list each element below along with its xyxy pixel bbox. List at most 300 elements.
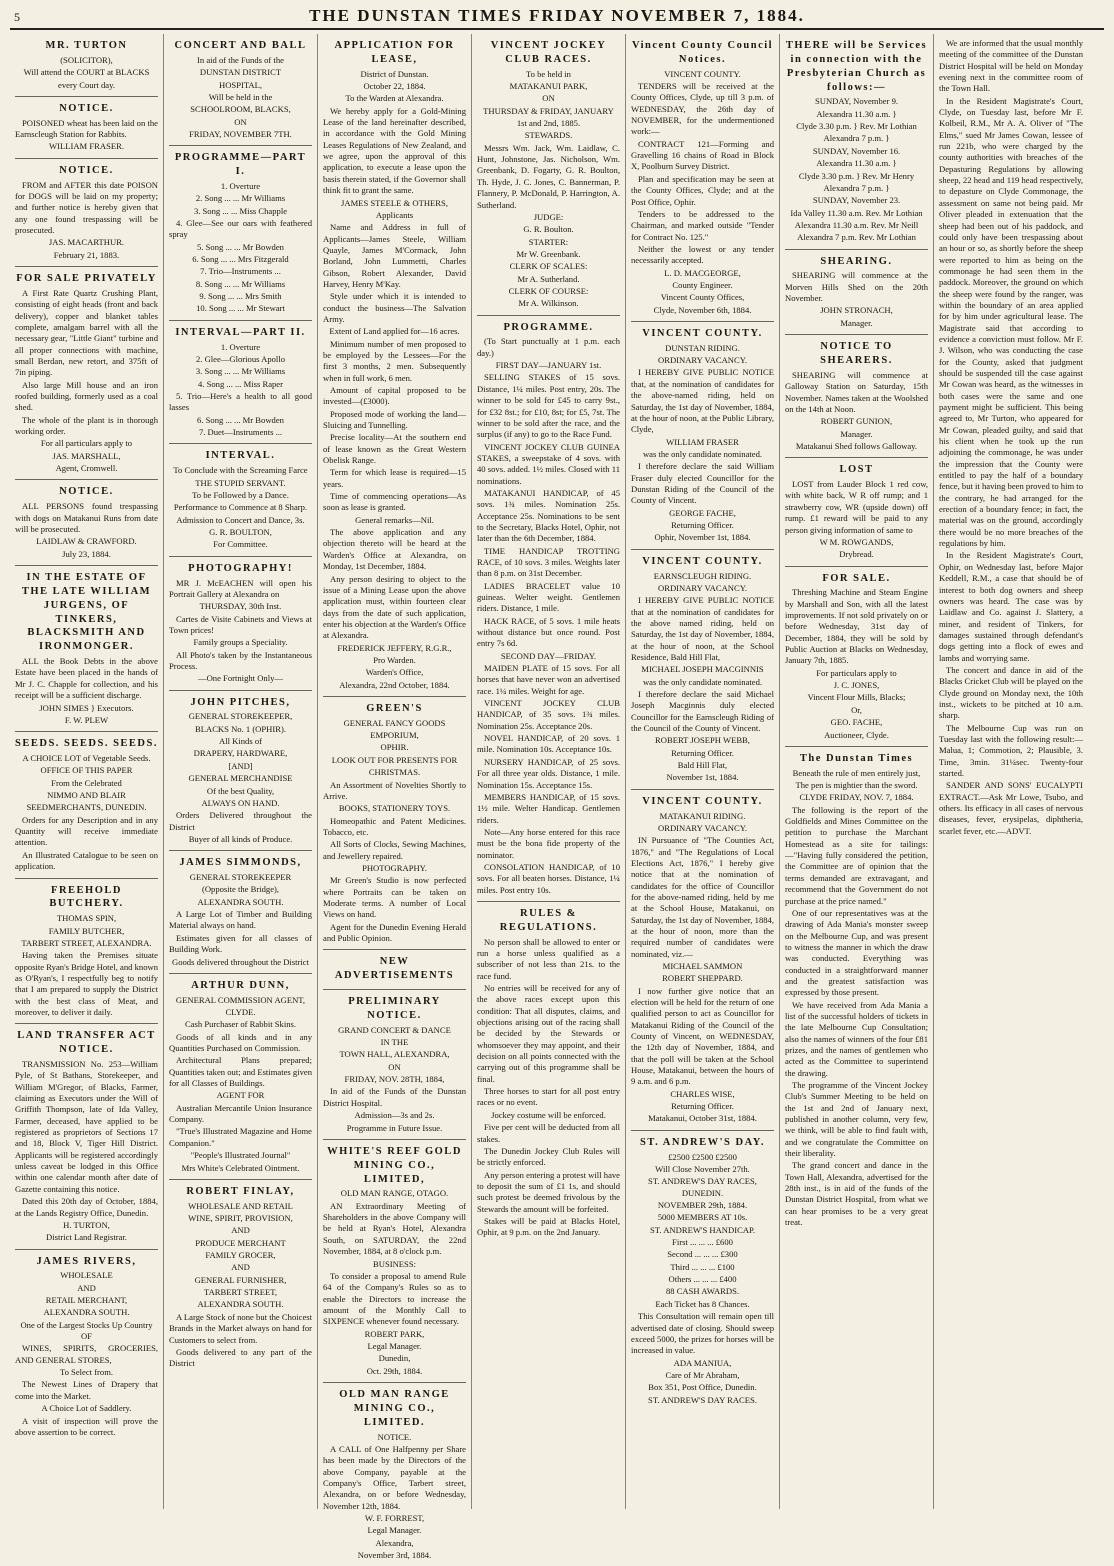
ad-text: GENERAL STOREKEEPER, [188,711,293,722]
ad-text: 1. Overture [220,180,261,191]
ad-text: Clyde 3.30 p.m. } Rev. Mr Henry [798,170,915,181]
ad-text: OLD MAN RANGE, OTAGO. [340,1188,449,1199]
ad-text: AND [231,1262,250,1273]
ad-heading: VINCENT JOCKEY CLUB RACES. [490,40,607,65]
ad-text: Alexandra 7 p.m. Rev. Mr Lothian [797,232,916,243]
ad-text: Estimates given for all classes of Building Work. [169,932,312,955]
ad-text: Plan and specification may be seen at the County Offices, Clyde; and at the Post Office, Ophir. [631,173,774,207]
advertisement [15,1250,158,1444]
ad-text: Beneath the rule of men entirely just, [792,767,921,778]
advertisement [785,458,928,566]
ad-text: OPHIR. [380,742,409,753]
ad-text: Agent, Cromwell. [55,463,118,474]
advertisement [15,480,158,566]
ad-text: G. R. BOULTON, [209,526,272,537]
ad-text: No entries will be received for any of the above races except upon this condition: That all disputes, claims, and objections arising out of the racing shall be decided by the Stewards or whomsoever they may appoint, and their decision on all points connected with the carrying out of this programme shall be final. [477,983,620,1084]
ad-text: (To Start punctually at 1 p.m. each day.) [477,336,620,358]
ad-text: TIME HANDICAP TROTTING RACE, of 10 sovs. 3 miles. Weights later than 8 p.m. on 31st December. [477,545,620,579]
ad-text: Warden's Office, [365,667,424,678]
advertisement [15,566,158,732]
ad-text: TOWN HALL, ALEXANDRA, [339,1049,450,1060]
ad-text: Care of Mr Abraham, [665,1369,740,1380]
ad-text: 2. Glee—Glorious Apollo [195,353,286,364]
ad-heading: NOTICE. [59,164,114,176]
advertisement [323,1140,466,1383]
advertisement [323,34,466,697]
ad-heading: SHEARING. [820,255,893,267]
ad-text: FROM and AFTER this date POISON for DOGS will be laid on my property; and further notice is hereby given that any one found trespassing will be prosecuted. [15,179,158,236]
ad-text: We have received from Ada Mania a list of the successful holders of tickets in the late Melbourne Cup Consultation; also the names of winners of the four £81 prizes, and the names of gentlemen who acted as the Committee to superintend the drawing. [785,999,928,1078]
ad-text: 6. Song ... ... Mr Bowden [197,414,284,425]
ad-text: LAIDLAW & CRAWFORD. [36,536,137,547]
ad-text: 2. Song ... ... Mr Williams [195,193,286,204]
ad-text: was the only candidate nominated. [642,676,763,687]
ad-text: 8. Song ... ... Mr Williams [195,278,286,289]
ad-text: MEMBERS HANDICAP, of 15 sovs. 1½ mile. Welter Handicap. Gentlemen riders. [477,791,620,825]
ad-text: A CHOICE LOT of Vegetable Seeds. [22,753,151,764]
ad-text: 5000 MEMBERS AT 10s. [657,1212,748,1223]
ad-text: Jockey costume will be enforced. [491,1109,606,1120]
ad-text: (Opposite the Bridge), [201,884,280,895]
ad-heading: NOTICE TO SHEARERS. [820,341,893,366]
ad-text: ST. ANDREW'S DAY RACES. [648,1394,757,1405]
ad-heading: PHOTOGRAPHY! [188,562,293,574]
ad-heading: Vincent County Council Notices. [631,40,774,65]
ad-text: Architectural Plans prepared; Quantities taken out; and Estimates given for all Classes of Buildings. [169,1055,312,1089]
ad-text: ALL the Book Debts in the above Estate have been placed in the hands of Mr J. C. Chapple for collection, and his receipt will be a sufficient discharge. [15,656,158,701]
ad-text: ORDINARY VACANCY. [658,822,747,833]
ad-heading: ARTHUR DUNN, [191,979,290,991]
ad-text: The programme of the Vincent Jockey Club's Summer Meeting to be held on the 1st and 2nd of January next, published in another column, very few, we think, will be able to find fault with, and we congratulate the Committee on their liberality. [785,1080,928,1159]
ad-text: ST. ANDREW'S DAY RACES, DUNEDIN. [648,1176,757,1198]
ad-text: Auctioneer, Clyde. [824,729,889,740]
ad-text: (SOLICITOR), [60,54,113,65]
ad-text: A CALL of One Halfpenny per Share has been made by the Directors of the above Company, payable at the Company's Office, Tarbert street, Alexandra, on or before Wednesday, November 12th, 1884. [323,1443,466,1511]
ad-text: Of the best Quality, [206,785,275,796]
advertisement [785,567,928,747]
ad-heading: JAMES RIVERS, [36,1255,137,1267]
ad-text: ALL PERSONS found trespassing with dogs on Matakanui Runs from date will be prosecuted. [15,501,158,534]
ad-text: HOSPITAL, [219,79,262,90]
ad-text: Alexandra, 22nd October, 1884. [339,679,450,690]
ad-text: CHRISTMAS. [368,767,421,778]
ad-text: SECOND DAY—FRIDAY. [500,650,597,661]
ad-text: Any person desiring to object to the issue of a Mining Lease upon the above application must, within fourteen clear days from the date of such application, enter his objection at the Warden's Office at Alexandra. [323,573,466,641]
column-1 [10,34,164,1509]
ad-text: PHOTOGRAPHY. [362,862,427,873]
ad-text: In the Resident Magistrate's Court, Clyde, on Tuesday last, before Mr F. Kolbeil, R.M., Mr A. A. Oliver of "The Elms," sued Mr James Cowan, lessee of run 221b, who were charged by the county authorities with breaches of the Depasturing Regulations by allowing sheep, 22 head and 119 head respectively, to depasture on Clyde Commonage, the assessment on same not being paid. Mr Oliver pleaded in extenuation that the sheep had been out of his paddock, and could only have been trespassing about an hour or so, as shortly before the sheep were reported to him as being on the commonage he had seen them in the paddock. Moreover, the ground on which the sheep were found by the ranger, was within the boundary of an area applied for by him under agricultural lease. The Magistrate said that according to evidence a conviction must follow. Mr F. J. Wilson, who was conducting the case for the County, asked that judgment should be suspended till the case against Mr Cowan was heard, as the witnesses in both cases were the same and one payment might be sufficient. This being agreed to, Mr Turton, who appeared for Mr Cowan, pleaded guilty, and said that his client when he took up the run adjoining the commonage, he was under the impression that the County were entitled to pay the half of a boundary fence, but it having been proved to him to the contrary, he had arranged for the erection of a boundary fence; in fact, the material was on the ground, accordingly there would be no more breaches of the regulations by him. [939,95,1083,549]
ad-text: Mr Green's Studio is now perfected where Portraits can be taken on Moderate terms. A number of Local Views on hand. [323,875,466,920]
ad-text: A First Rate Quartz Crushing Plant, consisting of eight heads (front and back delivery), copper and blanket tables complete, amalgam barrel with all the necessary gear, "Little Giant" turbine and all proper connections with machine, small Berdan, new retort, and 375ft of 7in piping. [15,287,158,378]
ad-text: Others ... ... ... £400 [668,1274,737,1285]
ad-text: CLERK OF SCALES: [509,261,588,272]
ad-text: Goods of all kinds and in any Quantities Purchased on Commission. [169,1031,312,1054]
ad-heading: JAMES SIMMONDS, [179,857,302,869]
ad-text: Matakanui, October 31st, 1884. [648,1113,757,1124]
ad-heading: INTERVAL—PART II. [175,326,306,338]
ad-text: SCHOOLROOM, BLACKS, [190,104,291,115]
ad-text: DUNSTAN RIDING. [665,342,740,353]
ad-heading: INTERVAL. [205,450,276,462]
ad-text: WILLIAM FRASER. [49,141,124,152]
ad-text: SHEARING will commence at the Morven Hills Shed on the 20th November. [785,270,928,304]
ad-text: Drybread. [839,549,874,560]
advertisement [15,34,158,97]
ad-text: Dunedin, [378,1353,411,1364]
ad-text: NIMMO AND BLAIR [47,790,126,801]
ad-text: In aid of the Funds of the Dunstan District Hospital. [323,1086,466,1108]
ad-text: H. TURTON, [63,1219,110,1230]
ad-text: FAMILY GROCER, [205,1250,276,1261]
ad-text: Oct. 29th, 1884. [366,1365,423,1376]
ad-text: 10. Song ... ... Mr Stewart [196,303,285,314]
ad-text: Having taken the Premises situate opposite Ryan's Bridge Hotel, and known as O'Ryan's, I respectfully beg to notify that I am prepared to supply the District with the best class of Meat, and moreover, to deliver it daily. [15,950,158,1017]
ad-text: Alexandra 7 p.m. } [823,133,890,144]
advertisement [169,851,312,974]
ad-text: Vincent County Offices, [660,292,745,303]
ad-text: Each Ticket has 8 Chances. [655,1298,750,1309]
ad-text: A Large Stock of none but the Choicest Brands in the Market always on hand for Customers to select from. [169,1311,312,1345]
ad-text: Mrs White's Celebrated Ointment. [181,1162,300,1173]
ad-text: JAMES STEELE & OTHERS, [341,197,448,208]
ad-text: Tenders to be addressed to the Chairman, and marked outside "Tender for Contract No. 125." [631,208,774,242]
column-2 [164,34,318,1509]
ad-text: L. D. MACGEORGE, [664,267,741,278]
ad-text: JOHN SIMES } Executors. [39,702,134,713]
ad-text: G. R. Boulton. [523,224,574,235]
ad-text: Orders for any Description and in any Quantity will receive immediate attention. [15,814,158,848]
ad-text: To consider a proposal to amend Rule 64 of the Company's Rules so as to enable the Directors to increase the amount of the Monthly Call to SIXPENCE whenever found necessary. [323,1270,466,1327]
ad-text: SANDER AND SONS' EUCALYPTI EXTRACT.—Ask Mr Lowe, Tsubo, and others. Its efficacy in all cases of nervous diseases, fever, erysipelas, diphtheria, scarlet fever, etc.—ADVT. [939,780,1083,836]
ad-text: Alexandra, [375,1537,414,1548]
ad-text: Manager. [840,317,873,328]
column-7 [934,34,1088,1509]
ad-text: CONTRACT 121—Forming and Gravelling 16 chains of Road in Block X, Poolburn Survey District. [631,138,774,172]
ad-heading: FOR SALE. [822,572,891,584]
advertisement [939,34,1083,842]
ad-text: Alexandra 11.30 a.m. } [816,158,897,169]
ad-text: Three horses to start for all post entry races or no event. [477,1086,620,1108]
ad-heading: NOTICE. [59,102,114,114]
ad-text: OFFICE OF THIS PAPER [40,765,133,776]
advertisement [323,950,466,990]
ad-text: —One Fortnight Only— [198,673,283,684]
ad-text: Performance to Commence at 8 Sharp. [173,502,308,513]
advertisement [169,321,312,445]
ad-text: Extent of Land applied for—16 acres. [329,326,460,337]
ad-text: November 3rd, 1884. [357,1549,432,1560]
ad-text: I HEREBY GIVE PUBLIC NOTICE that at the nomination of candidates for the above named riding, held on Saturday, the 1st day of November, 1884, at the hour of noon, at the School Residence, Bald Hill Flat, [631,595,774,662]
ad-heading: PROGRAMME—PART I. [174,152,307,178]
ad-text: General remarks—Nil. [355,514,434,525]
ad-text: AND [77,1282,96,1293]
ad-text: Alexandra 11.30 a.m. Rev. Mr Neill [794,219,919,230]
ad-heading: The Dunstan Times [799,752,914,764]
ad-text: Precise locality—At the southern end of lease known as the Great Western Obelisk Range. [323,432,466,466]
advertisement [323,697,466,950]
ad-text: GENERAL FURNISHER, [194,1274,287,1285]
ad-text: THE STUPID SERVANT. [195,477,286,488]
ad-text: Second ... ... ... £300 [667,1249,738,1260]
ad-text: EMPORIUM, [370,730,419,741]
ad-text: STEWARDS. [524,130,573,141]
column-3 [318,34,472,1560]
ad-text: For particulars apply to [816,667,897,678]
ad-text: I therefore declare the said Michael Joseph Macginnis duly elected Councillor for the Earnscleugh Riding of the Council of the County of Vincent. [631,688,774,733]
ad-text: Legal Manager. [367,1525,422,1536]
advertisement [631,34,774,322]
ad-text: All Kinds of [219,736,262,747]
advertisement [631,550,774,790]
ad-text: All Photo's taken by the Instantaneous Process. [169,649,312,671]
ad-text: Agent for the Dunedin Evening Herald and Public Opinion. [323,921,466,943]
ad-text: Term for which lease is required—15 years. [323,467,466,489]
ad-text: This Consultation will remain open till advertised date of closing. Should sweep exceed 5000, the prizes for horses will be increased in value. [631,1311,774,1356]
advertisement [631,790,774,1131]
advertisement [785,34,928,250]
ad-text: W. F. FORREST, [364,1512,425,1523]
ad-text: THURSDAY & FRIDAY, JANUARY [483,105,614,116]
ad-text: 88 CASH AWARDS. [665,1286,740,1297]
ad-text: WINES, SPIRITS, GROCERIES, AND GENERAL STORES, [15,1343,158,1365]
ad-text: County Engineer. [672,279,733,290]
ad-text: Stakes will be paid at Blacks Hotel, Ophir, at 9 p.m. on the 2nd January. [477,1215,620,1238]
ad-text: Programme in Future Issue. [346,1122,443,1133]
ad-text: One of the Largest Stocks Up Country OF [20,1319,153,1342]
columns [10,34,1104,1560]
ad-text: GENERAL FANCY GOODS [343,717,446,728]
ad-text: Five per cent will be deducted from all stakes. [477,1122,620,1144]
ad-text: SUNDAY, November 9. [814,96,899,107]
ad-text: Clyde 3.30 p.m. } Rev. Mr Lothian [796,121,917,132]
ad-text: 5. Song ... ... Mr Bowden [197,241,284,252]
ad-text: Alexandra 7 p.m. } [823,182,890,193]
column-5 [626,34,780,1509]
ad-text: VINCENT JOCKEY CLUB HANDICAP, of 35 sovs. 1¾ miles. Nomination 25s. Acceptance 20s. [477,698,620,731]
ad-text: Threshing Machine and Steam Engine by Marshall and Son, with all the latest improvements. If not sold privately on or before Wednesday, 31st day of December, 1884, they will be sold by Public Auction at Blacks on Wednesday, January 7th, 1885. [785,587,928,666]
ad-text: November 1st, 1884. [666,772,739,783]
ad-text: Returning Officer. [671,747,734,758]
ad-text: To be Followed by a Dance. [192,489,289,500]
ad-heading: FREEHOLD BUTCHERY. [49,884,124,910]
ad-text: Buyer of all kinds of Produce. [188,833,293,844]
ad-text: No person shall be allowed to enter or run a horse unless qualified as a subscriber of not less than 21s. to the race fund. [477,936,620,981]
ad-heading: NEW ADVERTISEMENTS [334,956,455,982]
ad-text: GEO. FACHE, [830,717,883,728]
ad-text: An Assortment of Novelties Shortly to Arrive. [323,779,466,801]
ad-text: Ophir, November 1st, 1884. [654,532,751,543]
ad-text: PRODUCE MERCHANT [195,1237,286,1248]
ad-text: LOOK OUT FOR PRESENTS FOR [331,754,458,765]
ad-text: Applicants [375,209,414,220]
ad-text: GEORGE FACHE, [669,507,736,518]
ad-text: ALWAYS ON HAND. [201,797,280,808]
advertisement [169,1180,312,1375]
ad-text: GENERAL STOREKEEPER [189,872,292,883]
ad-text: The whole of the plant is in thorough working order. [15,414,158,437]
ad-text: ROBERT SHEPPARD. [662,973,743,984]
ad-text: ROBERT PARK, [364,1328,425,1339]
ad-text: BLACKS No. 1 (OPHIR). [195,723,286,734]
page-title: THE DUNSTAN TIMES FRIDAY NOVEMBER 7, 1884. [309,6,805,25]
advertisement [477,34,620,316]
ad-text: RETAIL MERCHANT, [45,1295,128,1306]
ad-text: Orders Delivered throughout the District [169,810,312,832]
ad-text: "People's Illustrated Journal" [190,1150,291,1161]
ad-text: GENERAL MERCHANDISE [188,773,293,784]
ad-text: AND [231,1225,250,1236]
advertisement [785,747,928,1234]
ad-text: A Choice Lot of Saddlery. [41,1403,132,1414]
ad-text: [AND] [228,760,253,771]
ad-text: Legal Manager. [367,1340,422,1351]
ad-text: 4. Glee—See our oars with feathered spray [169,218,312,240]
ad-text: WHOLESALE [60,1270,113,1281]
advertisement [15,267,158,480]
ad-text: All Sorts of Clocks, Sewing Machines, and Jewellery repaired. [323,839,466,861]
ad-text: ST. ANDREW'S HANDICAP. [650,1224,755,1235]
advertisement [169,34,312,146]
ad-text: VINCENT COUNTY. [664,68,741,79]
ad-text: VINCENT JOCKEY CLUB GUINEA STAKES, a sweepstake of 4 sovs. with 40 sovs. added. 1½ miles. Closed with 11 nominations. [477,441,620,486]
ad-text: The pen is mightier than the sword. [795,780,918,791]
ad-text: IN Pursuance of "The Counties Act, 1876," and "The Regulations of Local Elections Act, 1876," I hereby give notice that at the nomination of candidates for the office of Councillor for the above-named riding, held by me at the School House, Matakanui, on Saturday, the 1st day of November, 1884, at the hour of noon, more than the required number of candidates were nominated, viz.— [631,835,774,959]
ad-heading: GREEN'S [366,702,423,714]
ad-text: ON [388,1061,401,1072]
ad-text: The following is the report of the Goldfields and Mines Committee on the petition to purchase the Marchant Homestead as a site for tailings:—"Having fully considered the petition, the Committee are of opinion that the terms demanded are extravagant, and recommend that the Government do not purchase at the price named." [785,804,928,906]
ad-text: In the Resident Magistrate's Court, Ophir, on Wednesday last, before Major Keddell, R.M., a case that should be of interest to both dog owners and sheep owners was heard. The case was by Laidlaw and Co. against J. Slattery, a miner, and resident of Tinkers, for damages sustained through defendant's dogs getting into a flock of ewes and lambs and worrying same. [939,550,1083,663]
ad-text: We hereby apply for a Gold-Mining Lease of the land hereinafter described, in accordance with the Gold Mining Leases Regulations of New Zealand, and we agree, upon the approval of this application, to execute a lease upon the basis therein stated, if the Governor shall think fit to grant the same. [323,105,466,196]
advertisement [785,335,928,458]
advertisement [785,250,928,336]
ad-text: was the only candidate nominated. [642,448,763,459]
ad-text: Admission to Concert and Dance, 3s. [176,514,305,525]
ad-text: POISONED wheat has been laid on the Earnscleugh Station for Rabbits. [15,117,158,140]
ad-text: FAMILY BUTCHER, [48,925,125,936]
ad-text: Note—Any horse entered for this race must be the bona fide property of the nominator. [477,826,620,860]
ad-text: GRAND CONCERT & DANCE [338,1024,451,1035]
ad-text: BUSINESS: [373,1258,416,1269]
ad-heading: PROGRAMME. [503,321,594,333]
ad-text: Admission—3s and 2s. [354,1110,435,1121]
ad-text: MR J. McEACHEN will open his Portrait Gallery at Alexandra on [169,577,312,599]
ad-heading: RULES & REGULATIONS. [499,907,598,933]
ad-text: From the Celebrated [51,777,122,788]
ad-text: 6. Song ... ... Mrs Fitzgerald [192,254,289,265]
ad-heading: WHITE'S REEF GOLD MINING CO., LIMITED, [327,1145,462,1185]
ad-text: ALEXANDRA SOUTH. [197,896,284,907]
ad-text: MATAKANUI PARK, [509,81,588,92]
ad-text: LOST from Lauder Block 1 red cow, with white back, W R off rump; and 1 strawberry cow, WR (upside down) off rump. £1 reward will be paid to any person giving information of same to [785,479,928,535]
ad-text: Vincent Flour Mills, Blacks; [807,692,906,703]
ad-text: Box 351, Post Office, Dunedin. [648,1382,757,1393]
ad-text: Will be held in the [208,91,273,102]
ad-text: NOVEMBER 29th, 1884. [657,1200,748,1211]
ad-text: JAS. MACARTHUR. [48,237,125,248]
ad-text: IN THE [380,1037,409,1048]
ad-text: Returning Officer. [671,1101,734,1112]
ad-text: The Newest Lines of Drapery that come into the Market. [15,1379,158,1401]
ad-text: Cartes de Visite Cabinets and Views at Town prices! [169,613,312,635]
ad-text: JUDGE: [533,211,564,222]
ad-heading: MR. TURTON [45,40,128,51]
ad-text: Neither the lowest or any tender necessarily accepted. [631,243,774,266]
ad-text: Manager. [840,428,873,439]
advertisement [323,990,466,1140]
ad-text: AN Extraordinary Meeting of Shareholders in the above Company will be held at Ryan's Hotel, Alexandra South, on SATURDAY, the 22nd November, 1884, at 8 o'clock p.m. [323,1200,466,1257]
ad-heading: VINCENT COUNTY. [642,795,763,807]
ad-text: HACK RACE, of 5 sovs. 1 mile heats without distance but once round. Post entry 7s 6d. [477,615,620,649]
advertisement [15,879,158,1025]
ad-text: I therefore declare the said William Fraser duly elected Councillor for the Dunstan Riding of the Council of the County of Vincent. [631,461,774,506]
ad-text: Also large Mill house and an iron roofed building, formerly used as a coal shed. [15,379,158,413]
ad-text: 3. Song ... ... Mr Williams [195,366,286,377]
ad-text: Mr A. Wilkinson. [518,298,579,309]
ad-text: Homeopathic and Patent Medicines. Tobacco, etc. [323,815,466,837]
ad-text: CHARLES WISE, [670,1088,735,1099]
ad-text: The Melbourne Cup was run on Tuesday last with the following result:—Malua, 1; Commotion, 2; Plausible, 3. Time, 3min. 31¼sec. Twenty-four started. [939,722,1083,778]
ad-text: I HEREBY GIVE PUBLIC NOTICE that, at the nomination of candidates for the above-named riding, held on Saturday, the 1st day of November, 1884, at the hour of noon, at the Public Library, Clyde, [631,367,774,435]
ad-text: Style under which it is intended to conduct the business—The Salvation Army. [323,291,466,324]
ad-text: Amount of capital proposed to be invested—(£3000). [323,385,466,407]
ad-text: W M. ROWGANDS, [819,536,894,547]
ad-heading: LAND TRANSFER ACT NOTICE. [17,1030,156,1056]
page-number: 5 [14,10,20,24]
ad-text: FRIDAY, NOV. 28TH, 1884, [344,1074,445,1085]
ad-text: To the Warden at Alexandra. [345,93,444,104]
ad-text: Bald Hill Flat, [677,760,728,770]
ad-text: To be held in [526,68,571,79]
ad-text: Australian Mercantile Union Insurance Company. [169,1102,312,1125]
ad-text: AGENT FOR [216,1090,265,1101]
ad-text: October 22, 1884. [363,81,426,92]
ad-text: District Land Registrar. [46,1232,127,1243]
ad-text: Third ... ... ... £100 [670,1261,735,1272]
ad-text: CLYDE. [225,1007,256,1018]
ad-text: Pro Warden. [373,654,416,665]
ad-text: SELLING STAKES of 15 sovs. Distance, 1¼ miles. Post entry, 20s. The winner to be sold for £45 to carry 9st., for £32 8st.; for £10, 8st; for £5, 7st. The winner to be sold after the race, and the surplus (if any) to go to the Race Fund. [477,372,620,440]
ad-text: £2500 £2500 £2500 [668,1151,737,1162]
ad-text: Any person entering a protest will have to deposit the sum of £1 1s, and should such protest be deemed frivolous by the Stewards the amount will be forfeited. [477,1169,620,1214]
ad-heading: LOST [839,464,874,476]
ad-text: ON [542,93,555,104]
column-4 [472,34,626,1509]
ad-text: MATAKANUI RIDING. [659,810,746,821]
ad-text: Proposed mode of working the land—Sluicing and Tunnelling. [323,408,466,431]
ad-text: every Court day. [58,79,115,90]
ad-text: An Illustrated Catalogue to be seen on application. [15,849,158,872]
advertisement [169,557,312,691]
ad-text: Name and Address in full of Applicants—James Steele, William Quayle, James M'Cormack, John Borland, John Lummetti, Charles Gibson, Robert Alexander, David Harvey, Henry M'Kay. [323,222,466,289]
advertisement [169,691,312,852]
ad-text: In aid of the Funds of the [197,54,284,65]
ad-text: ADA MANIUA, [673,1357,732,1368]
ad-text: District of Dunstan. [360,68,429,79]
ad-text: Ida Valley 11.30 a.m. Rev. Mr Lothian [790,207,923,218]
ad-text: 1. Overture [220,341,261,352]
ad-text: Goods delivered throughout the District [172,956,309,967]
ad-text: February 21, 1883. [53,249,120,260]
ad-text: Mr A. Sutherland. [517,273,580,284]
ad-heading: JOHN PITCHES, [190,696,291,708]
ad-text: FREDERICK JEFFERY, R.G.R., [337,642,452,653]
ad-text: July 23, 1884. [62,548,111,559]
ad-text: CONSOLATION HANDICAP, of 10 sovs. For all beaten horses. Distance, 1¼ miles. Post entry 10s. [477,861,620,895]
ad-heading: VINCENT COUNTY. [642,327,763,339]
ad-text: MATAKANUI HANDICAP, of 45 sovs. 1¾ miles. Nomination 25s. Acceptance 25s. Nominations to be sent to the Secretary, Blacks Hotel, Ophir, not later than the 6th December, 1884. [477,487,620,544]
advertisement [15,732,158,878]
ad-text: JAS. MARSHALL, [52,450,121,461]
